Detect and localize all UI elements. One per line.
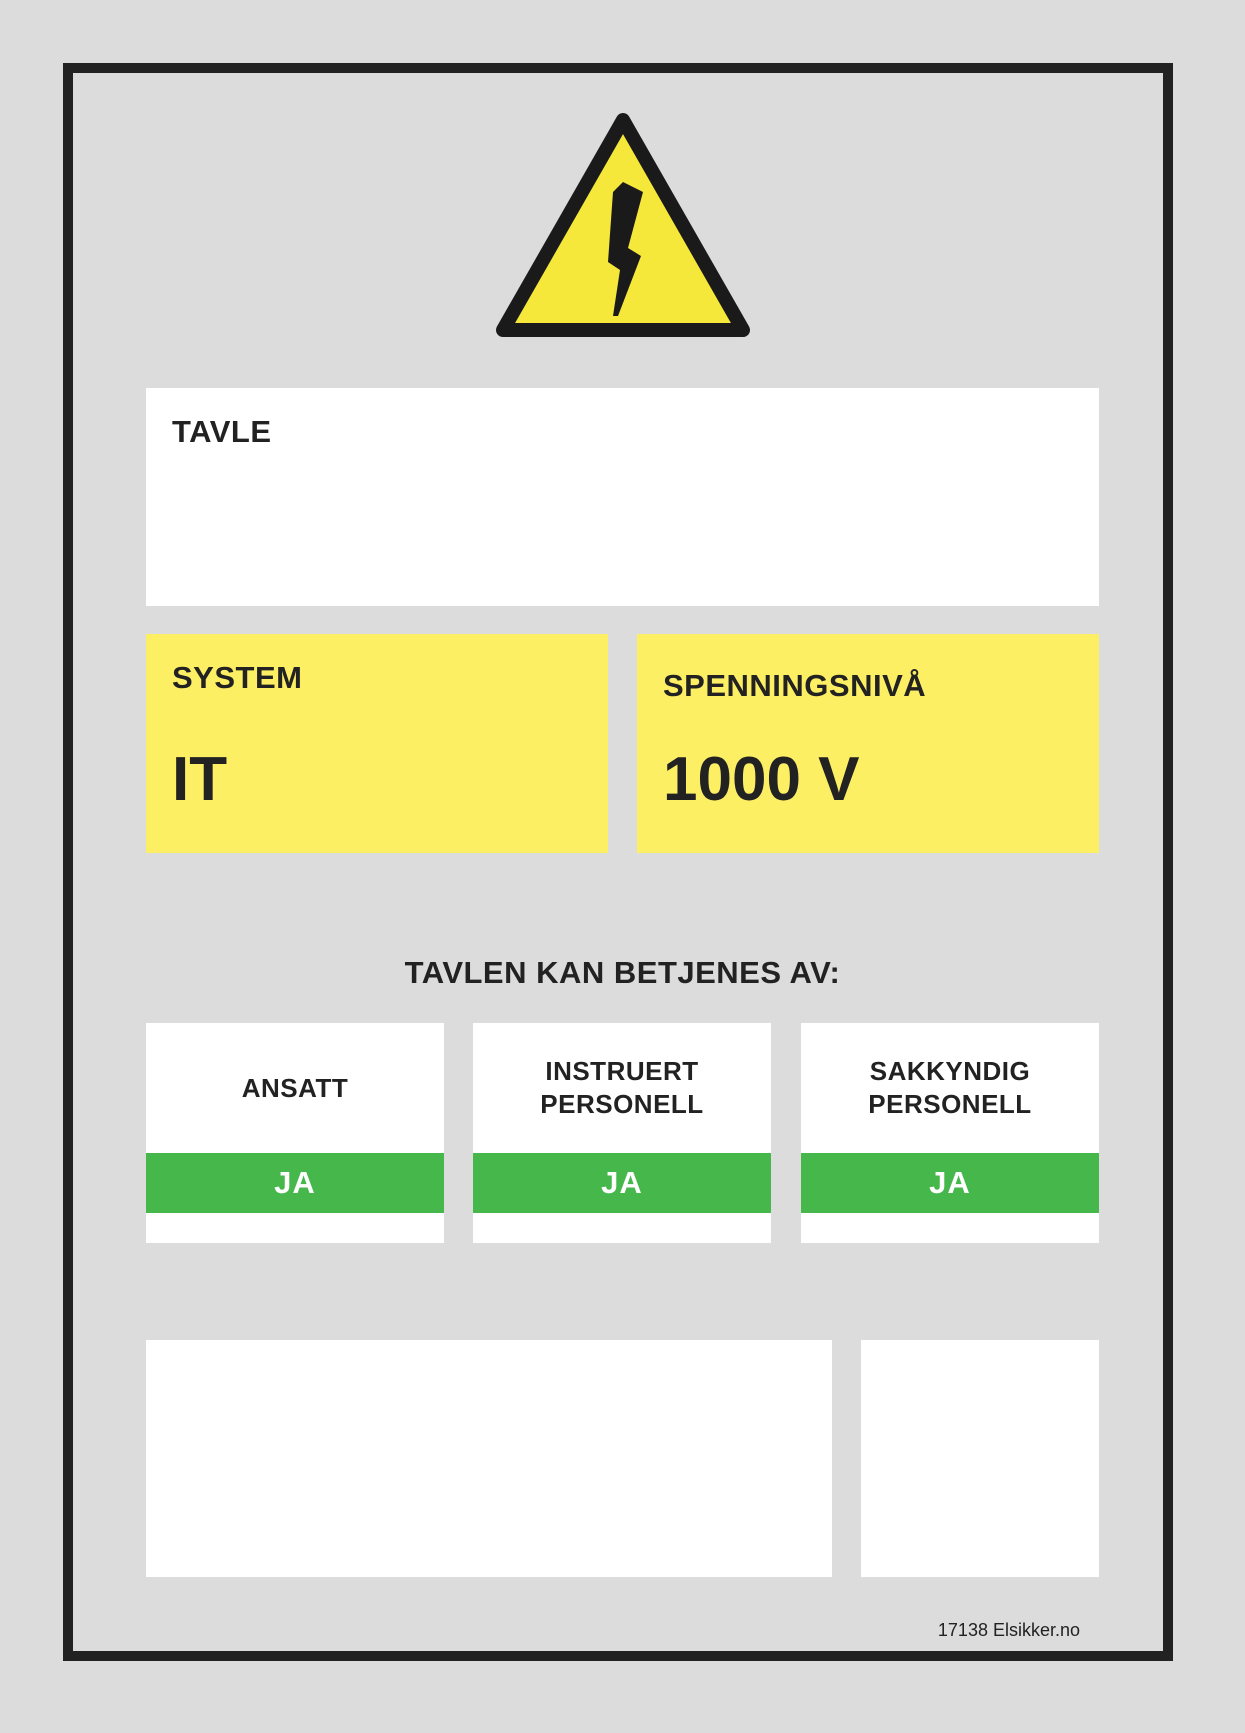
high-voltage-warning-icon	[493, 110, 753, 340]
blank-field-left	[146, 1340, 832, 1577]
operator-title: INSTRUERT PERSONELL	[540, 1056, 704, 1119]
product-code: 17138 Elsikker.no	[937, 1620, 1080, 1640]
operator-status: JA	[801, 1153, 1099, 1213]
spenningsniva-box	[637, 634, 1099, 853]
operator-status: JA	[473, 1153, 771, 1213]
operators-heading: TAVLEN KAN BETJENES AV:	[404, 955, 841, 990]
system-value: IT	[172, 745, 228, 814]
tavle-box	[146, 388, 1099, 606]
operator-title: ANSATT	[241, 1072, 349, 1103]
operator-status: JA	[146, 1153, 444, 1213]
operator-card-ansatt	[146, 1023, 444, 1243]
blank-field-right	[861, 1340, 1099, 1577]
operator-card-sakkyndig	[801, 1023, 1099, 1243]
spenningsniva-value: 1000 V	[663, 745, 860, 814]
system-label: SYSTEM	[172, 660, 303, 695]
spenningsniva-label: SPENNINGSNIVÅ	[663, 668, 927, 703]
tavle-label: TAVLE	[172, 414, 272, 449]
system-box	[146, 634, 608, 853]
operator-card-instruert	[473, 1023, 771, 1243]
operator-title: SAKKYNDIG PERSONELL	[868, 1056, 1032, 1119]
